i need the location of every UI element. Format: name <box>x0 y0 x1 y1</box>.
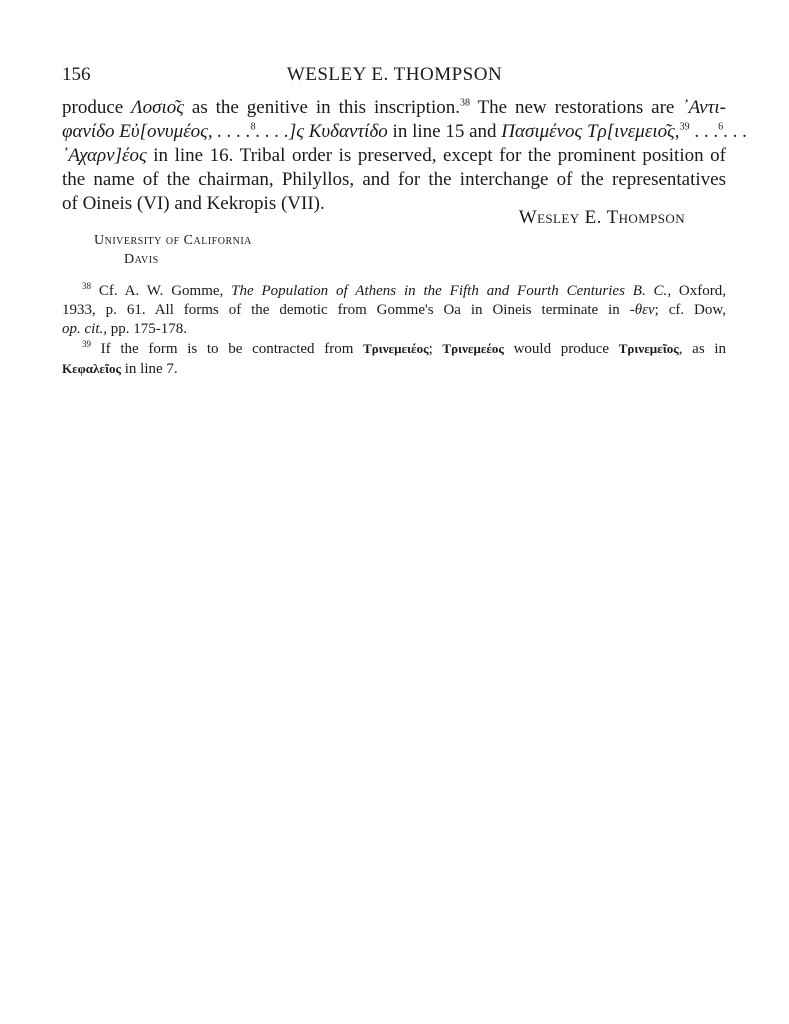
greek-phrase: Πασιμένος Τρ[ινεμειο͂ς, <box>501 121 680 142</box>
book-title: The Population of Athens in the Fifth and Fourth Centuries B. C. <box>231 283 668 299</box>
text-span: If the form is to be contracted from <box>91 341 364 357</box>
footnote-line <box>62 301 726 320</box>
text-span: ; <box>428 341 443 357</box>
author-signature: Wesley E. Thompson <box>518 207 685 228</box>
text-span: in line 16. Tribal order is preserved, except for the prominent position of <box>146 145 726 166</box>
letter-count: 6 <box>718 121 724 133</box>
italic-term: op. cit. <box>62 321 104 337</box>
letter-count: 8 <box>250 121 256 133</box>
text-span: , Oxford, <box>667 283 726 299</box>
running-head: WESLEY E. THOMPSON <box>286 64 503 85</box>
text-span: 1933, p. 61. All forms of the demotic from Gomme's Oa in Oineis terminate in <box>62 302 630 318</box>
greek-word: Κεφαλεῖος <box>62 361 121 376</box>
greek-word: ᾿Αντι- <box>682 97 726 118</box>
body-line-1 <box>62 96 726 120</box>
italic-term: -θεν <box>629 302 655 318</box>
footnote-38 <box>62 282 726 339</box>
text-span: Cf. A. W. Gomme, <box>91 283 232 299</box>
text-span: . . . <box>689 121 719 142</box>
text-span: , pp. 175-178. <box>103 321 187 337</box>
text-span: . . . <box>723 121 747 142</box>
footnote-number: 38 <box>82 281 91 291</box>
body-line-3 <box>62 144 726 168</box>
greek-phrase: . . . .]ς Κυδαντίδο <box>255 121 388 142</box>
greek-word: ᾿Αχαρν]έος <box>62 145 147 166</box>
text-span: as the genitive in this inscription. <box>183 97 460 118</box>
footnote-ref-39[interactable]: 39 <box>679 121 690 133</box>
text-span: ; cf. Dow, <box>654 302 726 318</box>
text-span: produce <box>62 97 132 118</box>
city: Davis <box>124 252 159 267</box>
text-span: would produce <box>503 341 619 357</box>
page-number: 156 <box>62 64 91 85</box>
footnote-line <box>62 320 726 339</box>
footnotes <box>62 282 726 379</box>
body-line-5: of Oineis (VI) and Kekropis (VII). <box>62 193 325 214</box>
text-span: The new restorations are <box>469 97 683 118</box>
footnote-line <box>62 359 726 379</box>
text-span: , as in <box>678 341 727 357</box>
body-paragraph <box>62 96 747 216</box>
institution: University of California <box>94 233 252 248</box>
body-line-4: the name of the chairman, Philyllos, and for the interchange of the representatives <box>62 169 726 190</box>
greek-word: Τρινεμεῖος <box>618 341 679 356</box>
text-span: in line 15 and <box>387 121 502 142</box>
footnote-line <box>62 282 726 301</box>
text-span: in line 7. <box>121 361 178 377</box>
footnote-line <box>62 339 726 359</box>
footnote-39 <box>62 339 726 379</box>
greek-word: Τρινεμειέος <box>363 341 429 356</box>
greek-word: Τρινεμεέος <box>442 341 504 356</box>
greek-phrase: φανίδο Εὐ[ονυμέος, . . . . <box>62 121 251 142</box>
footnote-ref-38[interactable]: 38 <box>459 97 470 109</box>
footnote-number: 39 <box>82 339 91 349</box>
greek-word: Λοσιο͂ς <box>131 97 184 118</box>
affiliation <box>94 231 252 269</box>
body-line-2 <box>62 120 747 144</box>
